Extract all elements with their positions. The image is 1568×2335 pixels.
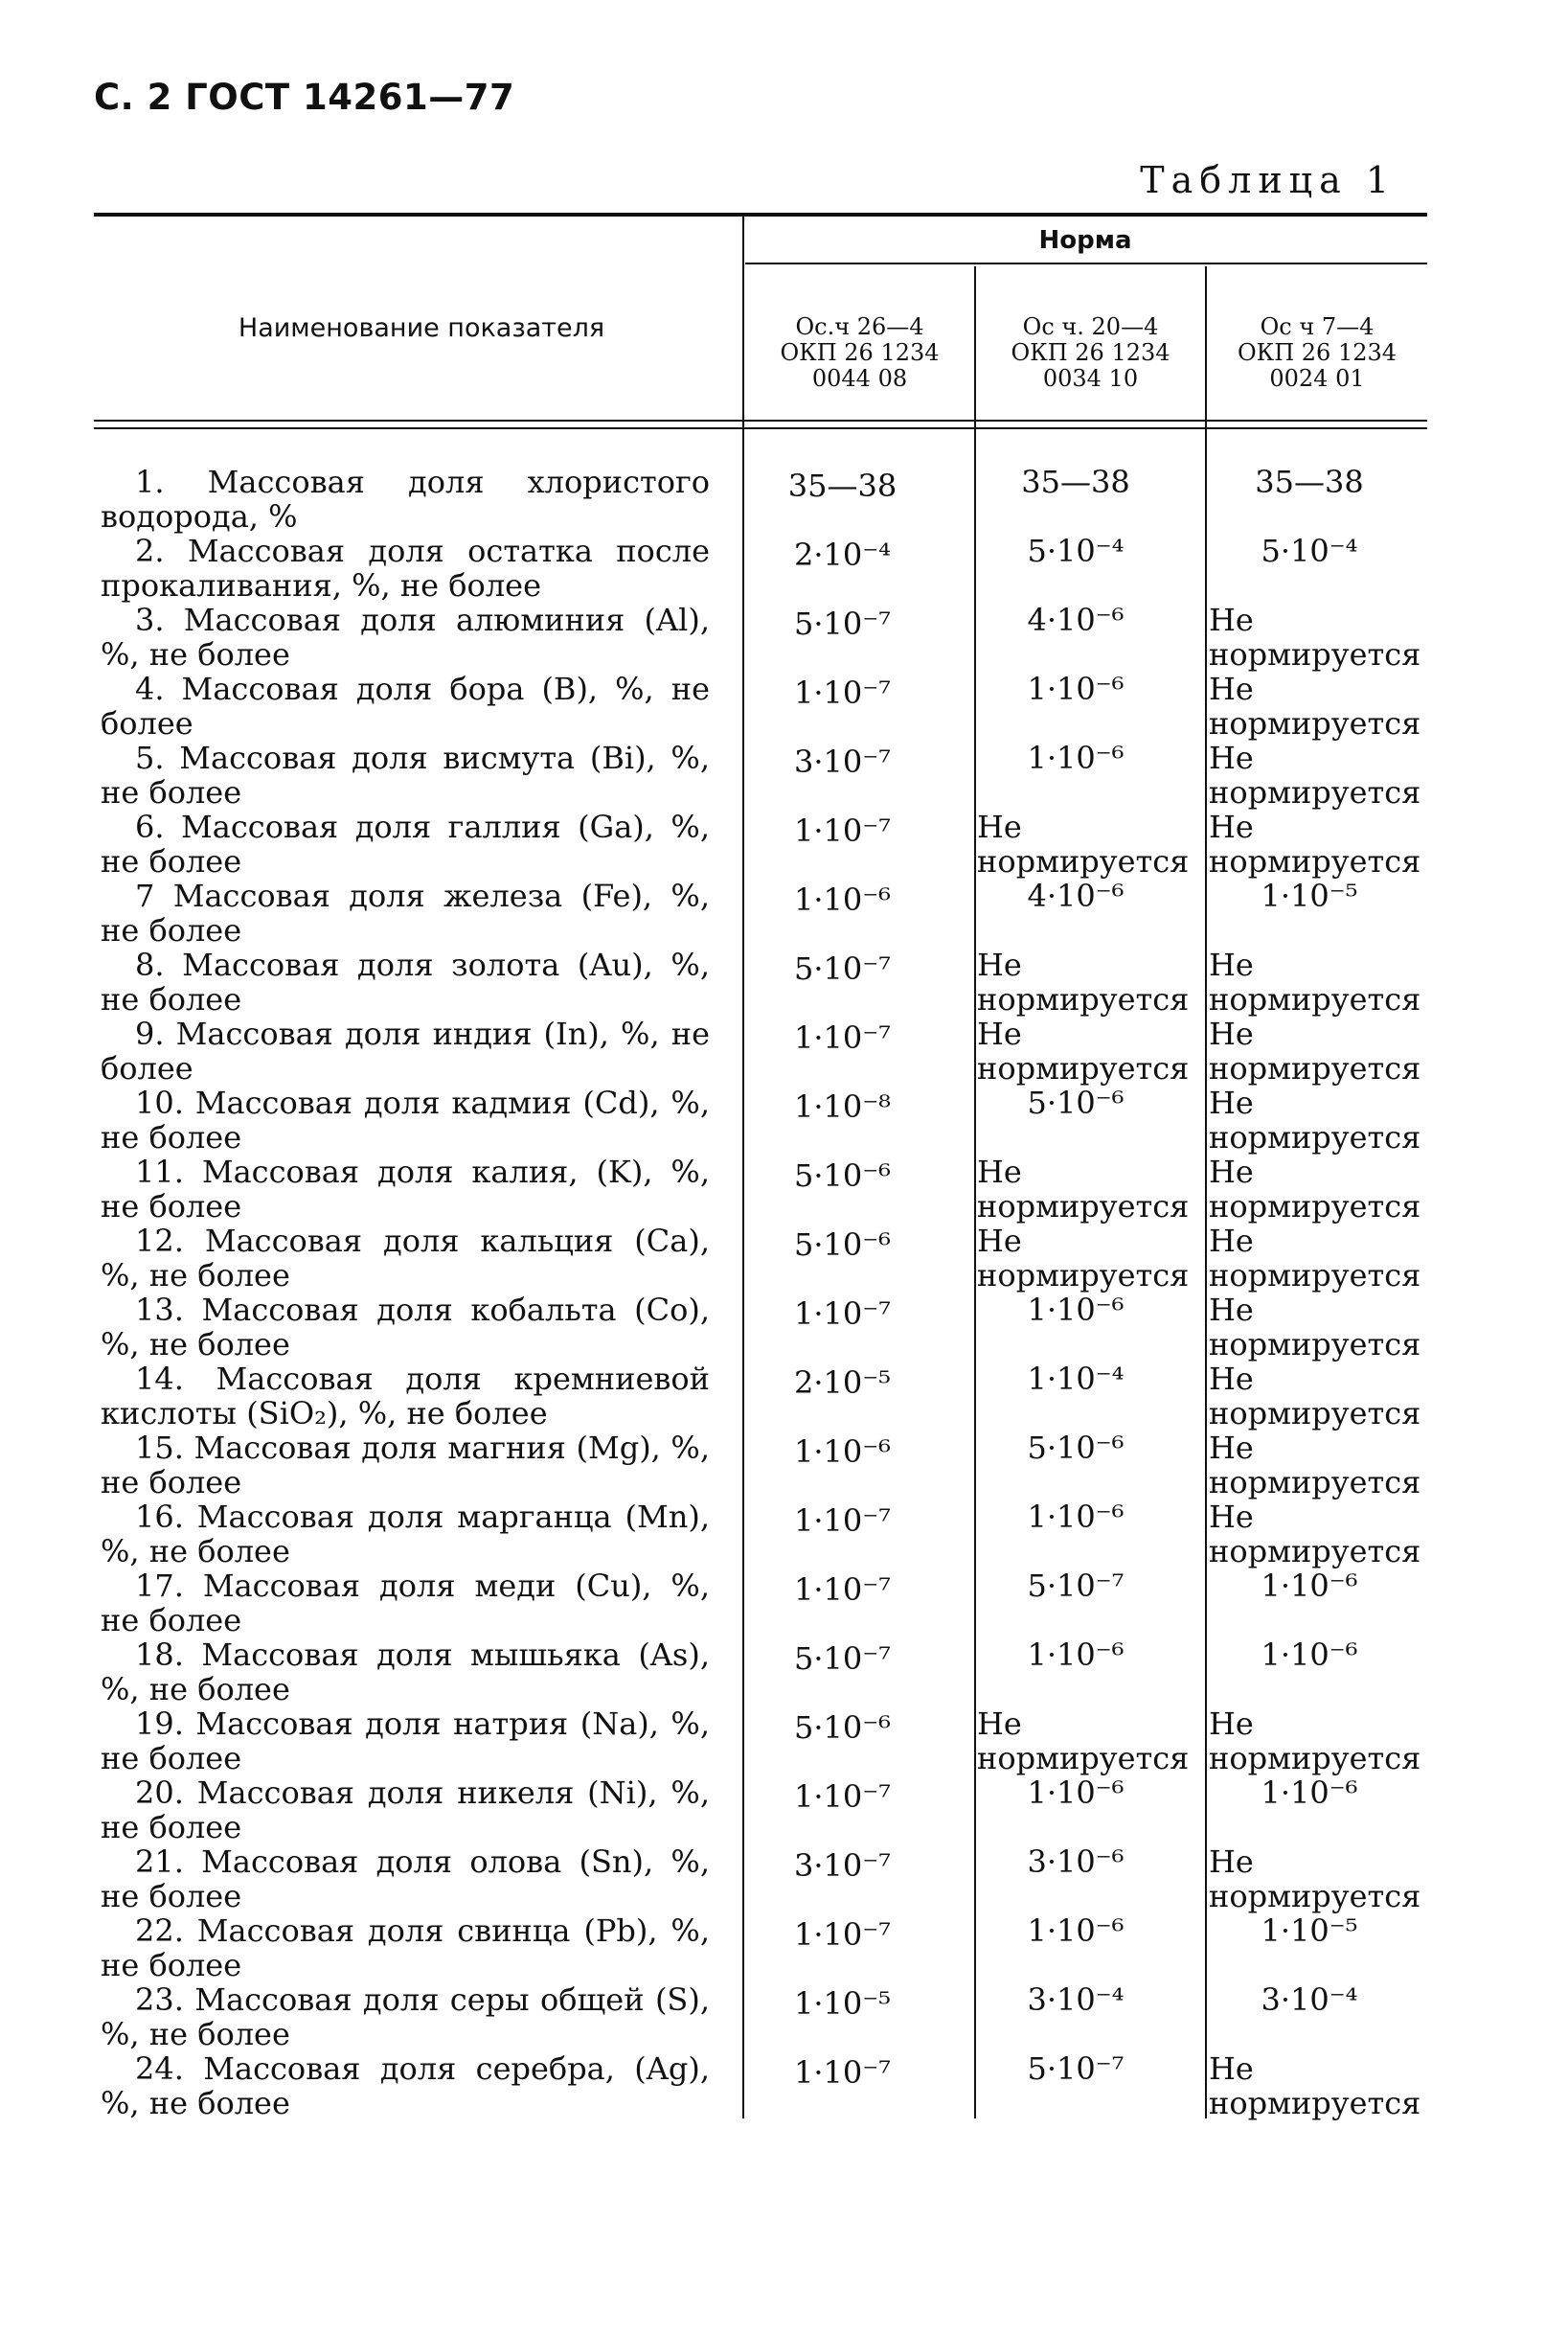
- norm-value-col1: 5·10⁻⁷: [794, 1640, 891, 1677]
- column-header-3: [1207, 314, 1427, 392]
- norm-value-col3: 1·10⁻⁶: [1261, 1568, 1358, 1604]
- norm-value-col1: 2·10⁻⁵: [794, 1364, 891, 1401]
- table-row: [101, 879, 1427, 948]
- norm-value-col2: 5·10⁻⁷: [1027, 1568, 1125, 1604]
- indicator-name: 19. Массовая доля натрия (Na), %, не более: [101, 1705, 710, 1776]
- norm-value-col2: Не нормируется: [977, 947, 1190, 1018]
- indicator-name: 16. Массовая доля марганца (Mn), %, не более: [101, 1499, 710, 1569]
- indicator-name: 8. Массовая доля золота (Au), %, не более: [101, 947, 710, 1018]
- table-row: [101, 1017, 1427, 1086]
- norm-value-col3: Не нормируется: [1209, 1843, 1421, 1914]
- table-row: [101, 1224, 1427, 1293]
- table-row: [101, 810, 1427, 879]
- table-row: [101, 2051, 1427, 2120]
- norm-value-col2: Не нормируется: [977, 1223, 1190, 1293]
- column-header-1: [745, 314, 974, 392]
- indicator-name: 13. Массовая доля кобальта (Co), %, не более: [101, 1292, 710, 1362]
- norm-value-col2: 1·10⁻⁴: [1027, 1361, 1125, 1397]
- norm-value-col2: 4·10⁻⁶: [1027, 602, 1125, 638]
- norm-value-col3: 5·10⁻⁴: [1261, 533, 1358, 569]
- table-row: [101, 1155, 1427, 1224]
- norm-value-col2: 4·10⁻⁶: [1027, 878, 1125, 914]
- norm-value-col3: Не нормируется: [1209, 1361, 1421, 1431]
- norm-value-col2: Не нормируется: [977, 1705, 1190, 1776]
- norm-value-col1: 1·10⁻⁷: [794, 675, 891, 711]
- norm-value-col1: 1·10⁻⁷: [794, 813, 891, 849]
- norm-value-col1: 5·10⁻⁷: [794, 950, 891, 987]
- norm-value-col2: 5·10⁻⁷: [1027, 2050, 1125, 2087]
- norm-value-col1: 5·10⁻⁷: [794, 606, 891, 642]
- norm-value-col3: 1·10⁻⁵: [1261, 878, 1358, 914]
- norm-value-col2: 5·10⁻⁶: [1027, 1085, 1125, 1121]
- norm-value-col2: 1·10⁻⁶: [1027, 671, 1125, 707]
- norm-underline: [745, 263, 1427, 264]
- indicator-name: 10. Массовая доля кадмия (Cd), %, не более: [101, 1085, 710, 1156]
- table-body: [101, 465, 1427, 2120]
- indicator-name: 7 Массовая доля железа (Fe), %, не более: [101, 878, 710, 949]
- norm-value-col3: Не нормируется: [1209, 602, 1421, 673]
- column-header-1-line2: ОКП 26 1234: [780, 339, 940, 367]
- norm-value-col3: 3·10⁻⁴: [1261, 1981, 1358, 2018]
- table-row: [101, 1706, 1427, 1775]
- table-row: [101, 1293, 1427, 1362]
- norm-value-col1: 5·10⁻⁶: [794, 1709, 891, 1746]
- norm-value-col2: 1·10⁻⁶: [1027, 1637, 1125, 1673]
- indicator-name: 11. Массовая доля калия, (K), %, не более: [101, 1154, 710, 1225]
- table-row: [101, 741, 1427, 810]
- indicator-name: 1. Массовая доля хлористого водорода, %: [101, 464, 710, 535]
- table-row: [101, 1568, 1427, 1637]
- norm-value-col1: 3·10⁻⁷: [794, 1847, 891, 1884]
- header-bottom-rule-2: [94, 427, 1427, 429]
- indicator-name: 4. Массовая доля бора (B), %, не более: [101, 671, 710, 742]
- indicator-name: 20. Массовая доля никеля (Ni), %, не более: [101, 1774, 710, 1845]
- norm-value-col2: Не нормируется: [977, 1016, 1190, 1087]
- norm-value-col1: 1·10⁻⁷: [794, 2054, 891, 2091]
- norm-value-col1: 5·10⁻⁶: [794, 1226, 891, 1263]
- norm-header: Норма: [1038, 226, 1132, 255]
- norm-value-col1: 2·10⁻⁴: [794, 537, 891, 573]
- indicator-name: 14. Массовая доля кремниевой кислоты (SiO₂), %, не более: [101, 1361, 710, 1431]
- norm-value-col3: Не нормируется: [1209, 2050, 1421, 2121]
- norm-value-col3: Не нормируется: [1209, 1292, 1421, 1362]
- column-header-3-line2: ОКП 26 1234: [1237, 339, 1398, 367]
- column-header-2: [976, 314, 1205, 392]
- indicator-name: 6. Массовая доля галлия (Ga), %, не более: [101, 809, 710, 880]
- table-top-rule: [94, 213, 1427, 217]
- table-row: [101, 948, 1427, 1017]
- table-row: [101, 1775, 1427, 1844]
- norm-value-col3: Не нормируется: [1209, 1085, 1421, 1156]
- column-header-2-line2: ОКП 26 1234: [1011, 339, 1170, 367]
- norm-value-col3: Не нормируется: [1209, 809, 1421, 880]
- norm-value-col3: Не нормируется: [1209, 1430, 1421, 1500]
- table-row: [101, 465, 1427, 534]
- table-row: [101, 1913, 1427, 1982]
- indicator-name: 9. Массовая доля индия (In), %, не более: [101, 1016, 710, 1087]
- indicator-name: 17. Массовая доля меди (Cu), %, не более: [101, 1568, 710, 1638]
- norm-value-col3: Не нормируется: [1209, 671, 1421, 742]
- indicator-name: 15. Массовая доля магния (Mg), %, не более: [101, 1430, 710, 1500]
- table-row: [101, 672, 1427, 741]
- indicator-name: 18. Массовая доля мышьяка (As), %, не более: [101, 1637, 710, 1707]
- norm-value-col2: 1·10⁻⁶: [1027, 1912, 1125, 1949]
- norm-value-col1: 1·10⁻⁷: [794, 1295, 891, 1332]
- table-row: [101, 1637, 1427, 1706]
- column-header-2-line1: Ос ч. 20—4: [1022, 313, 1159, 340]
- indicator-name: 24. Массовая доля серебра, (Ag), %, не более: [101, 2050, 710, 2121]
- norm-value-col3: 1·10⁻⁶: [1261, 1637, 1358, 1673]
- column-header-1-line3: 0044 08: [811, 365, 908, 393]
- table-row: [101, 1499, 1427, 1568]
- table-row: [101, 1982, 1427, 2051]
- table-row: [101, 1086, 1427, 1155]
- norm-value-col1: 1·10⁻⁸: [794, 1088, 891, 1125]
- column-header-3-line1: Ос ч 7—4: [1260, 313, 1375, 340]
- table-row: [101, 534, 1427, 603]
- norm-value-col1: 3·10⁻⁷: [794, 744, 891, 780]
- norm-value-col3: Не нормируется: [1209, 947, 1421, 1018]
- norm-value-col3: 1·10⁻⁵: [1261, 1912, 1358, 1949]
- norm-value-col2: 1·10⁻⁶: [1027, 1292, 1125, 1328]
- indicator-name-header: Наименование показателя: [238, 313, 605, 343]
- table-row: [101, 1431, 1427, 1499]
- column-header-2-line3: 0034 10: [1042, 365, 1139, 393]
- norm-value-col1: 5·10⁻⁶: [794, 1157, 891, 1194]
- norm-value-col2: 5·10⁻⁶: [1027, 1430, 1125, 1466]
- norm-value-col2: 1·10⁻⁶: [1027, 1499, 1125, 1535]
- norm-value-col2: Не нормируется: [977, 809, 1190, 880]
- norm-value-col3: Не нормируется: [1209, 1154, 1421, 1225]
- norm-value-col2: 3·10⁻⁴: [1027, 1981, 1125, 2018]
- column-header-1-line1: Ос.ч 26—4: [795, 313, 924, 340]
- norm-value-col3: Не нормируется: [1209, 1016, 1421, 1087]
- norm-value-col2: 1·10⁻⁶: [1027, 1774, 1125, 1811]
- norm-value-col3: Не нормируется: [1209, 1499, 1421, 1569]
- norm-value-col1: 1·10⁻⁷: [794, 1571, 891, 1608]
- indicator-name: 21. Массовая доля олова (Sn), %, не более: [101, 1843, 710, 1914]
- norm-value-col1: 1·10⁻⁶: [794, 881, 891, 918]
- column-header-3-line3: 0024 01: [1269, 365, 1365, 393]
- table-row: [101, 1844, 1427, 1913]
- table-caption: Таблица 1: [1140, 159, 1396, 201]
- norm-value-col1: 1·10⁻⁷: [794, 1019, 891, 1056]
- indicator-name: 22. Массовая доля свинца (Pb), %, не более: [101, 1912, 710, 1983]
- norm-value-col2: 3·10⁻⁶: [1027, 1843, 1125, 1880]
- table-row: [101, 603, 1427, 672]
- norm-value-col1: 1·10⁻⁷: [794, 1916, 891, 1953]
- norm-value-col1: 1·10⁻⁵: [794, 1985, 891, 2022]
- header-bottom-rule: [94, 420, 1427, 422]
- indicator-name: 23. Массовая доля серы общей (S), %, не более: [101, 1981, 710, 2052]
- norm-value-col2: 35—38: [1021, 464, 1130, 500]
- norm-value-col1: 1·10⁻⁶: [794, 1433, 891, 1470]
- norm-value-col3: 35—38: [1255, 464, 1364, 500]
- norm-value-col2: Не нормируется: [977, 1154, 1190, 1225]
- norm-value-col2: 1·10⁻⁶: [1027, 740, 1125, 776]
- norm-value-col3: 1·10⁻⁶: [1261, 1774, 1358, 1811]
- indicator-name: 3. Массовая доля алюминия (Al), %, не более: [101, 602, 710, 673]
- indicator-name: 2. Массовая доля остатка после прокаливания, %, не более: [101, 533, 710, 604]
- norm-value-col1: 35—38: [787, 468, 898, 504]
- norm-value-col3: Не нормируется: [1209, 740, 1421, 811]
- norm-value-col3: Не нормируется: [1209, 1223, 1421, 1293]
- page-header: С. 2 ГОСТ 14261—77: [94, 77, 515, 118]
- indicator-name: 12. Массовая доля кальция (Ca), %, не более: [101, 1223, 710, 1293]
- norm-value-col1: 1·10⁻⁷: [794, 1778, 891, 1815]
- norm-value-col1: 1·10⁻⁷: [794, 1502, 891, 1539]
- norm-value-col2: 5·10⁻⁴: [1027, 533, 1125, 569]
- norm-value-col3: Не нормируется: [1209, 1705, 1421, 1776]
- indicator-name: 5. Массовая доля висмута (Bi), %, не более: [101, 740, 710, 811]
- table-row: [101, 1362, 1427, 1431]
